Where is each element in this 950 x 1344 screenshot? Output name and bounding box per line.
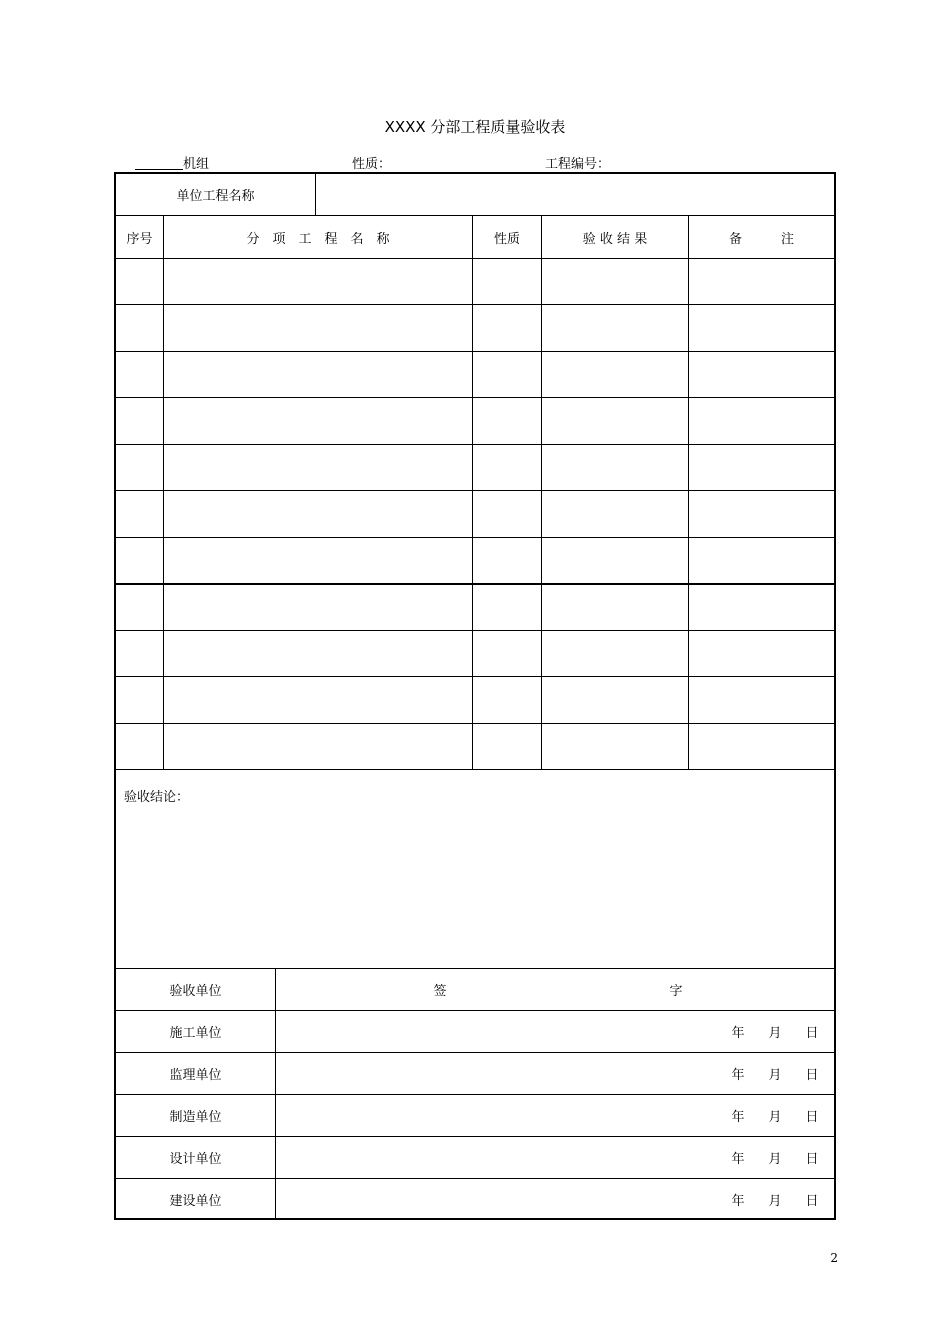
unit-project-name-field[interactable] (316, 174, 834, 215)
sign-header-right: 字 (669, 984, 683, 999)
unit-field (135, 153, 209, 172)
sign-row-unit: 制造单位 (169, 1110, 222, 1125)
nature-label: 性质： (352, 157, 392, 172)
project-no-label: 工程编号： (545, 157, 611, 172)
date-day: 日 (805, 1068, 819, 1083)
page-number: 2 (830, 1251, 838, 1265)
col-header-remarks: 备 注 (728, 231, 794, 247)
date-year: 年 (731, 1110, 745, 1125)
date-day: 日 (805, 1194, 819, 1209)
date-year: 年 (731, 1026, 745, 1041)
sign-unit-header: 验收单位 (169, 984, 222, 999)
date-day: 日 (805, 1026, 819, 1041)
col-header-seq: 序号 (126, 231, 153, 247)
date-month: 月 (768, 1194, 782, 1209)
date-year: 年 (731, 1152, 745, 1167)
signature-field[interactable] (276, 1011, 834, 1052)
conclusion-label: 验收结论： (124, 790, 190, 805)
date-month: 月 (768, 1152, 782, 1167)
page-title: XXXX 分部工程质量验收表 (384, 118, 566, 136)
date-month: 月 (768, 1068, 782, 1083)
signature-field[interactable] (276, 1137, 834, 1178)
date-month: 月 (768, 1026, 782, 1041)
signature-field[interactable] (276, 1179, 834, 1220)
sign-row-unit: 设计单位 (169, 1152, 222, 1167)
conclusion-field[interactable] (116, 810, 834, 966)
sign-header-left: 签 (433, 984, 447, 999)
col-header-item-name: 分 项 工 程 名 称 (246, 231, 390, 247)
sign-row-unit: 建设单位 (169, 1194, 222, 1209)
sign-row-unit: 施工单位 (169, 1026, 222, 1041)
date-day: 日 (805, 1152, 819, 1167)
col-header-result: 验 收 结 果 (582, 231, 648, 247)
signature-field[interactable] (276, 1053, 834, 1094)
date-day: 日 (805, 1110, 819, 1125)
item-rows-area[interactable] (116, 259, 834, 769)
unit-suffix: 机组 (183, 157, 210, 172)
acceptance-table (114, 172, 836, 1220)
signature-field[interactable] (276, 1095, 834, 1136)
date-year: 年 (731, 1194, 745, 1209)
date-month: 月 (768, 1110, 782, 1125)
col-header-nature: 性质 (493, 231, 520, 247)
date-year: 年 (731, 1068, 745, 1083)
unit-blank[interactable] (135, 157, 183, 170)
sign-row-unit: 监理单位 (169, 1068, 222, 1083)
unit-project-name-label: 单位工程名称 (176, 189, 255, 204)
